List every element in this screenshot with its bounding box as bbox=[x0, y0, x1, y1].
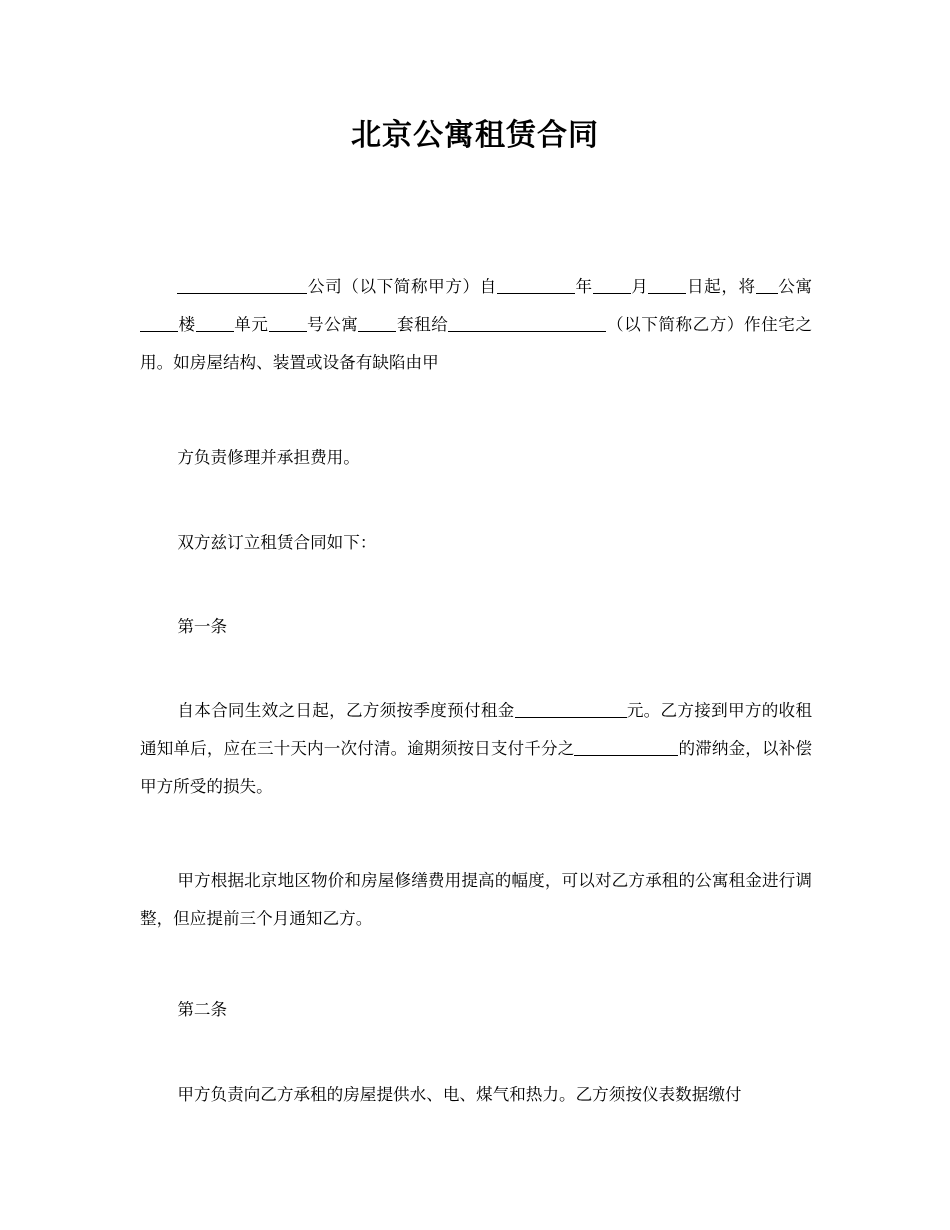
paragraph-utilities: 甲方负责向乙方承租的房屋提供水、电、煤气和热力。乙方须按仪表数据缴付 bbox=[177, 1085, 742, 1104]
blank-day[interactable] bbox=[648, 276, 686, 294]
paragraph-repair: 方负责修理并承担费用。 bbox=[177, 448, 360, 467]
document-title: 北京公寓租赁合同 bbox=[351, 118, 599, 153]
blank-tenant-name[interactable] bbox=[448, 314, 606, 332]
blank-suite[interactable] bbox=[358, 314, 396, 332]
blank-rent-amount[interactable] bbox=[515, 700, 627, 718]
paragraph-agreement: 双方兹订立租赁合同如下： bbox=[177, 533, 377, 552]
blank-company-name[interactable] bbox=[177, 276, 307, 294]
paragraph-rent-adjustment: 甲方根据北京地区物价和房屋修缮费用提高的幅度，可以对乙方承租的公寓租金进行调整，但应提前三个月通知乙方。 bbox=[140, 871, 812, 928]
blank-late-fee-rate[interactable] bbox=[574, 738, 678, 756]
article-2-heading: 第二条 bbox=[177, 1000, 228, 1019]
blank-building[interactable] bbox=[140, 314, 178, 332]
blank-month[interactable] bbox=[593, 276, 631, 294]
blank-apartment-number[interactable] bbox=[269, 314, 307, 332]
blank-apartment-name[interactable] bbox=[756, 276, 778, 294]
blank-unit[interactable] bbox=[196, 314, 234, 332]
article-1-heading: 第一条 bbox=[177, 617, 228, 636]
blank-year[interactable] bbox=[497, 276, 575, 294]
paragraph-rent-payment: 自本合同生效之日起，乙方须按季度预付租金 元。乙方接到甲方的收租通知单后，应在三十天内一次付清。逾期须按日支付千分之 的滞纳金，以补偿甲方所受的损失。 bbox=[140, 701, 813, 796]
paragraph-lease-intro: 公司（以下简称甲方）自 年 月 日起，将 公寓楼 单元 号公寓 套租给 （以下简称乙方）作住宅之用。如房屋结构、装置或设备有缺陷由甲 bbox=[140, 277, 813, 372]
